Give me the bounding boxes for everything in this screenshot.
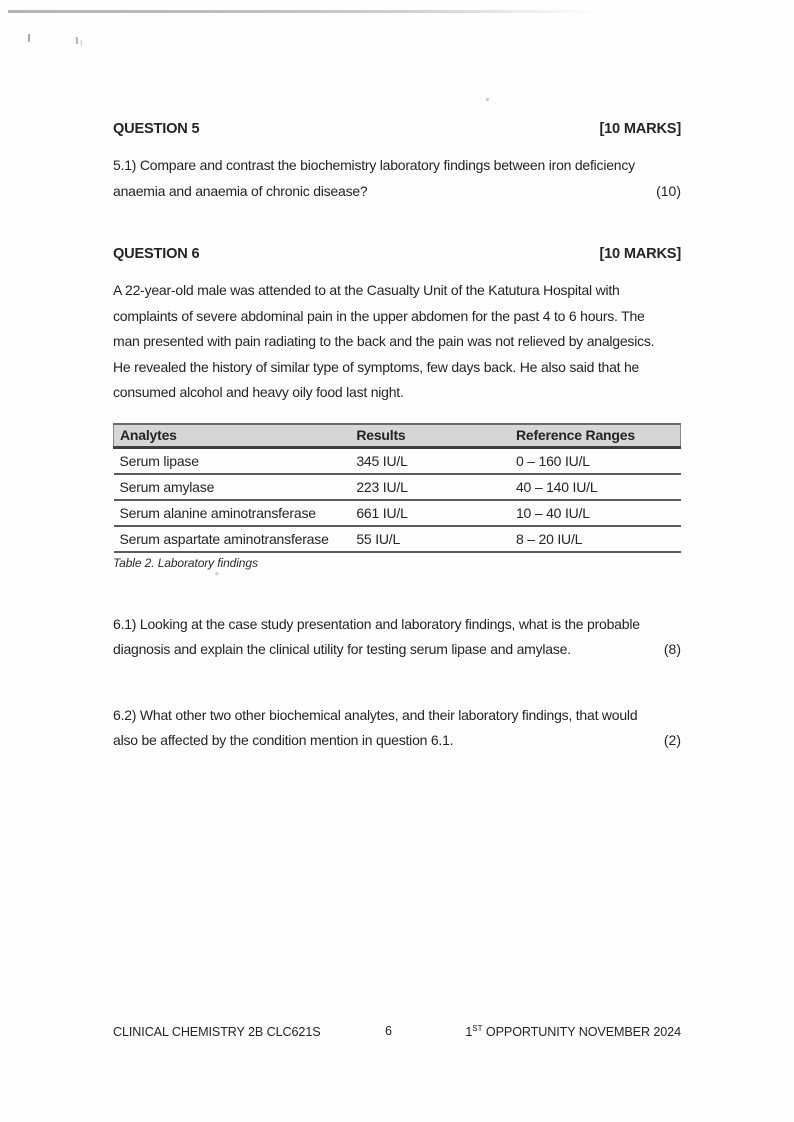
reference-cell: 40 – 140 IU/L <box>515 478 598 495</box>
analyte-cell: Serum alanine aminotransferase <box>119 504 316 521</box>
question-6-title: QUESTION 6 <box>113 246 200 262</box>
question-5-1-line <box>113 179 681 205</box>
table-row <box>114 526 681 552</box>
table-header-row <box>114 424 681 448</box>
column-header-analytes: Analytes <box>114 424 351 448</box>
analyte-cell: Serum lipase <box>119 452 199 469</box>
case-study-line: He revealed the history of similar type of symptoms, few days back. He also said that he <box>113 358 640 375</box>
case-study-line: consumed alcohol and heavy oily food last night. <box>113 384 404 400</box>
footer-opportunity <box>465 1024 681 1039</box>
question-6-1-text: diagnosis and explain the clinical utility for testing serum lipase and amylase. <box>113 641 571 657</box>
table-header <box>114 424 681 448</box>
question-5-1-text: anaemia and anaemia of chronic disease? <box>113 182 368 199</box>
result-cell: 345 IU/L <box>356 452 408 469</box>
question-6-1-line: 6.1) Looking at the case study presentation and laboratory findings, what is the probable <box>113 615 640 632</box>
page-footer <box>113 1024 681 1039</box>
analyte-cell: Serum amylase <box>119 478 215 495</box>
table-row <box>114 500 681 526</box>
analyte-cell: Serum aspartate aminotransferase <box>119 530 329 547</box>
question-6-2-line <box>113 728 681 754</box>
column-header-results: Results <box>356 427 406 443</box>
question-5-1-line: 5.1) Compare and contrast the biochemistry laboratory findings between iron deficiency <box>113 157 635 173</box>
scan-speck <box>76 37 79 44</box>
page-content <box>113 0 681 754</box>
footer-opportunity-ordinal: ST <box>472 1024 483 1033</box>
question-6-heading-row <box>113 245 681 263</box>
question-5-marks: [10 MARKS] <box>599 121 681 137</box>
question-5-1-marks: (10) <box>656 182 681 199</box>
reference-cell: 0 – 160 IU/L <box>515 452 590 469</box>
result-cell: 661 IU/L <box>356 504 408 521</box>
reference-cell: 8 – 20 IU/L <box>515 530 583 547</box>
scan-speck <box>28 34 31 42</box>
case-study-line: A 22-year-old male was attended to at the Casualty Unit of the Katutura Hospital with <box>113 282 620 298</box>
column-header-reference-ranges: Reference Ranges <box>510 424 681 448</box>
question-5-1 <box>113 153 681 204</box>
result-cell: 223 IU/L <box>356 478 408 495</box>
case-study-paragraph <box>113 278 681 406</box>
case-study-line: complaints of severe abdominal pain in the upper abdomen for the past 4 to 6 hours. The <box>113 307 645 324</box>
laboratory-findings-table <box>113 423 681 553</box>
table-row <box>114 474 681 500</box>
result-cell: 55 IU/L <box>356 530 401 547</box>
question-6-2-text: also be affected by the condition mention in question 6.1. <box>113 732 454 748</box>
question-5-title: QUESTION 5 <box>113 121 200 137</box>
question-5-heading-row <box>113 120 681 138</box>
table-body <box>114 447 681 552</box>
case-study-line: man presented with pain radiating to the back and the pain was not relieved by analgesics. <box>113 333 655 349</box>
question-6-1-marks: (8) <box>663 641 681 657</box>
question-6-1-line <box>113 637 681 663</box>
footer-opportunity-text: OPPORTUNITY NOVEMBER 2024 <box>482 1025 681 1040</box>
question-6-1 <box>113 612 681 663</box>
question-6-marks: [10 MARKS] <box>599 246 681 262</box>
footer-course-code: CLINICAL CHEMISTRY 2B CLC621S <box>113 1025 321 1040</box>
table-row <box>114 447 681 474</box>
reference-cell: 10 – 40 IU/L <box>515 504 590 521</box>
question-6-2 <box>113 703 681 754</box>
table-caption: Table 2. Laboratory findings <box>113 555 258 570</box>
footer-opportunity-number: 1 <box>465 1025 473 1040</box>
question-6-2-line: 6.2) What other two other biochemical analytes, and their laboratory findings, that would <box>113 706 638 723</box>
footer-page-number: 6 <box>385 1024 392 1038</box>
question-6-2-marks: (2) <box>663 732 681 748</box>
